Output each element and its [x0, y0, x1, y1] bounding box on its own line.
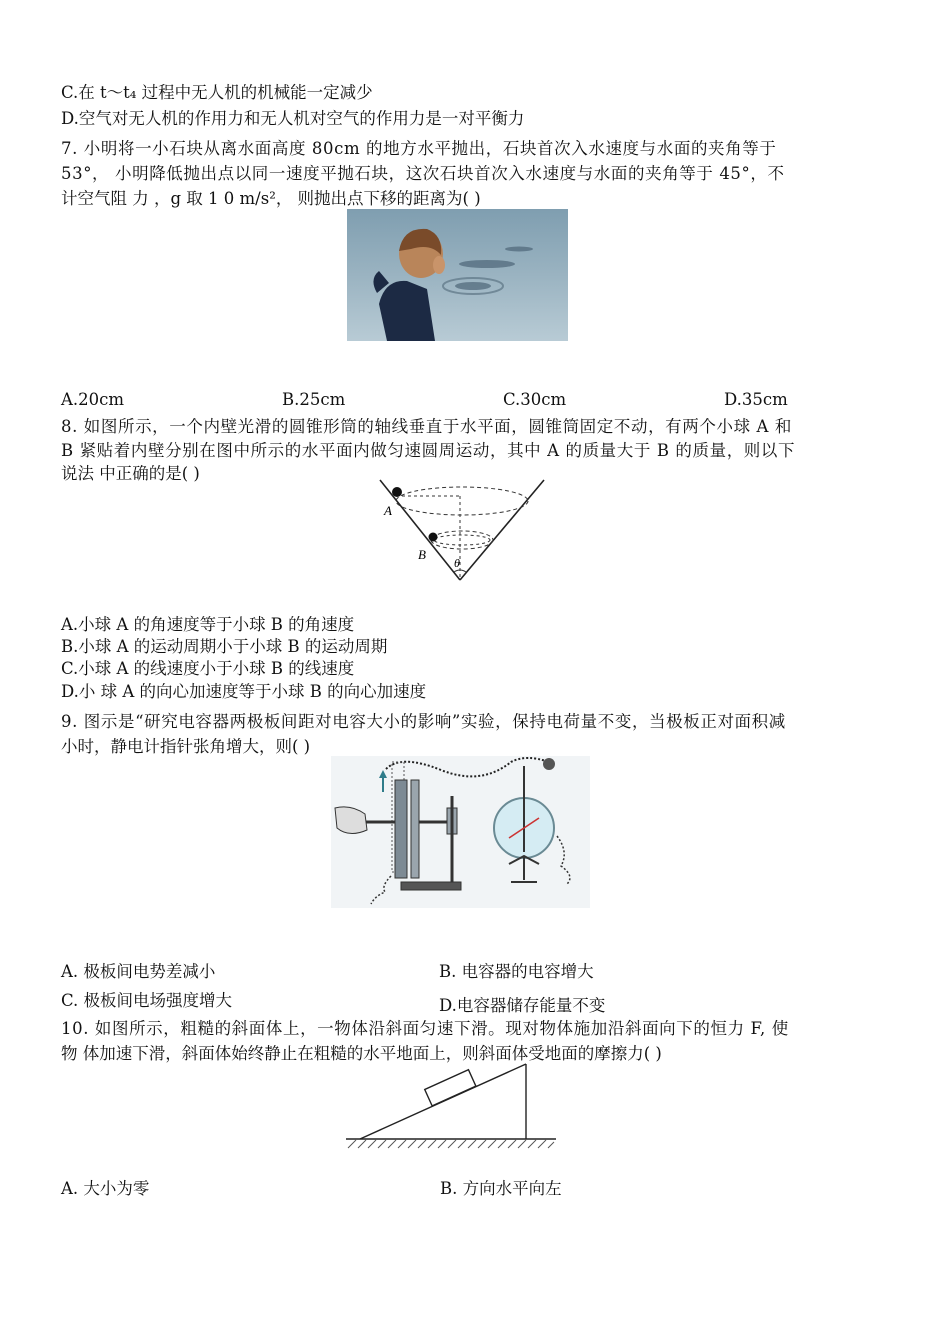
- q9-option-a: A. 极板间电势差减小: [61, 962, 216, 981]
- capacitor-electrometer-diagram: [331, 756, 590, 908]
- block: [425, 1070, 476, 1106]
- q7-stem-line-1: 7. 小明将一小石块从离水面高度 80cm 的地方水平抛出，石块首次入水速度与水面的夹角等于: [61, 139, 777, 158]
- q7-stem-line-2: 53°， 小明降低抛出点以同一速度平抛石块，这次石块首次入水速度与水面的夹角等于 45°，不: [61, 164, 785, 183]
- q8-stem-line-3: 说法 中正确的是( ): [61, 464, 200, 483]
- q10-option-b: B. 方向水平向左: [440, 1179, 562, 1198]
- label-theta: θ: [454, 556, 460, 570]
- incline-diagram: [344, 1062, 558, 1154]
- q9-option-b: B. 电容器的电容增大: [439, 962, 594, 981]
- q7-option-a: A.20cm: [61, 390, 125, 409]
- q10-stem-line-1: 10. 如图所示，粗糙的斜面体上，一物体沿斜面匀速下滑。现对物体施加沿斜面向下的恒力 F, 使: [61, 1019, 789, 1038]
- q8-option-c: C.小球 A 的线速度小于小球 B 的线速度: [61, 659, 355, 678]
- q7-option-d: D.35cm: [724, 390, 788, 409]
- q9-stem-line-2: 小时，静电计指针张角增大，则( ): [61, 737, 311, 756]
- q9-option-d: D.电容器储存能量不变: [439, 996, 606, 1015]
- stone-skipping-photo: [347, 209, 568, 341]
- q8-option-d: D.小 球 A 的向心加速度等于小球 B 的向心加速度: [61, 682, 427, 701]
- q7-stem-line-3: 计空气阻 力 ，g 取 1 0 m/s²， 则抛出点下移的距离为( ): [61, 189, 481, 208]
- ball-a: [392, 487, 402, 497]
- q9-option-c: C. 极板间电场强度增大: [61, 991, 233, 1010]
- q8-option-a: A.小球 A 的角速度等于小球 B 的角速度: [61, 615, 355, 634]
- q8-stem-line-2: B 紧贴着内壁分别在图中所示的水平面内做匀速圆周运动，其中 A 的质量大于 B 的质量，则以下: [61, 441, 796, 460]
- q10-option-a: A. 大小为零: [61, 1179, 150, 1198]
- q6-option-d: D.空气对无人机的作用力和无人机对空气的作用力是一对平衡力: [61, 109, 525, 128]
- q9-stem-line-1: 9. 图示是“研究电容器两极板间距对电容大小的影响”实验，保持电荷量不变，当极板正对面积减: [61, 712, 786, 731]
- q10-stem-line-2: 物 体加速下滑，斜面体始终静止在粗糙的水平地面上，则斜面体受地面的摩擦力( ): [61, 1044, 662, 1063]
- label-b: B: [418, 547, 426, 562]
- q8-stem-line-1: 8. 如图所示，一个内壁光滑的圆锥形筒的轴线垂直于水平面，圆锥筒固定不动，有两个小球 A 和: [61, 417, 792, 436]
- q7-option-b: B.25cm: [282, 390, 346, 409]
- q7-option-c: C.30cm: [503, 390, 567, 409]
- label-a: A: [384, 503, 392, 518]
- q6-option-c: C.在 t～t₄ 过程中无人机的机械能一定减少: [61, 83, 373, 102]
- ball-b: [429, 533, 438, 542]
- q8-option-b: B.小球 A 的运动周期小于小球 B 的运动周期: [61, 637, 388, 656]
- cone-diagram: [370, 478, 550, 584]
